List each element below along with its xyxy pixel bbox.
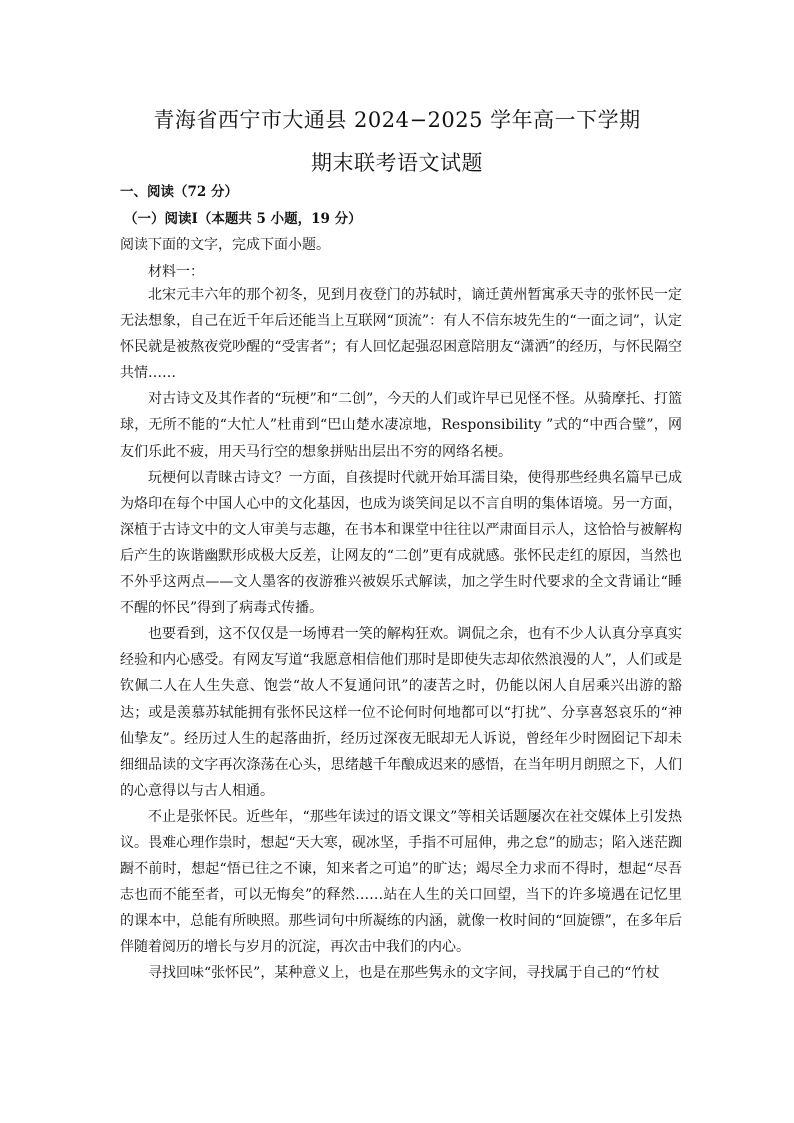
section-heading: 一、阅读（72 分） [120, 184, 238, 200]
passage-body [120, 282, 682, 987]
paragraph: 寻找回味“张怀民”，某种意义上，也是在那些隽永的文字间，寻找属于自己的“竹杖 [148, 965, 660, 982]
paragraph: 也要看到，这不仅仅是一场博君一笑的解构狂欢。调侃之余，也有不少人认真分享真实经验和内心感受。有网友写道“我愿意相信他们那时是即使失志却依然浪漫的人”，人们或是钦佩二人在人生失意、饱尝“故人不复通问讯”的凄苦之时，仍能以闲人自居乘兴出游的豁达；或是羡慕苏轼能拥有张怀民这样一位不论何时何地都可以“打扰”、分享喜怒哀乐的“神仙挚友”。经历过人生的起落曲折，经历过深夜无眠却无人诉说，曾经年少时囫囵记下却未细细品读的文字再次涤荡在心头，思绪越千年酿成迟来的感悟，在当年明月朗照之下，人们的心意得以与古人相通。 [120, 626, 682, 799]
paragraph: 北宋元丰六年的那个初冬，见到月夜登门的苏轼时，谪迁黄州暂寓承天寺的张怀民一定无法想象，自己在近千年后还能当上互联网“顶流”：有人不信东坡先生的“一面之词”，认定怀民就是被熬夜党吵醒的“受害者”；有人回忆起强忍困意陪朋友“潇洒”的经历，与怀民隔空共情…… [120, 287, 682, 382]
paragraph: 对古诗文及其作者的“玩梗”和“二创”，今天的人们或许早已见怪不怪。从骑摩托、打篮球，无所不能的“大忙人”杜甫到“巴山楚水凄凉地，Responsibility ”式的“中西合璧”，网友们乐此不疲，用天马行空的想象拼贴出层出不穷的网络名梗。 [120, 391, 682, 460]
paragraph: 玩梗何以青睐古诗文？一方面，自孩提时代就开始耳濡目染，使得那些经典名篇早已成为烙印在每个中国人心中的文化基因，也成为谈笑间足以不言自明的集体语境。另一方面，深植于古诗文中的文人审美与志趣，在书本和课堂中往往以严肃面目示人，这恰恰与被解构后产生的诙谐幽默形成极大反差，让网友的“二创”更有成就感。张怀民走红的原因，当然也不外乎这两点——文人墨客的夜游雅兴被娱乐式解读，加之学生时代要求的全文背诵让“睡不醒的怀民”得到了病毒式传播。 [120, 469, 682, 617]
material-label: 材料一： [148, 264, 204, 280]
paragraph: 不止是张怀民。近些年，“那些年读过的语文课文”等相关话题屡次在社交媒体上引发热议。畏难心理作祟时，想起“天大寒，砚冰坚，手指不可屈伸，弗之怠”的励志；陷入迷茫踟蹰不前时，想起“悟已往之不谏，知来者之可追”的旷达；竭尽全力求而不得时，想起“尽吾志也而不能至者，可以无悔矣”的释然……站在人生的关口回望，当下的许多境遇在记忆里的课本中，总能有所映照。那些词句中所凝练的内涵，就像一枚时间的“回旋镖”，在多年后伴随着阅历的增长与岁月的沉淀，再次击中我们的内心。 [120, 808, 682, 956]
instruction-text: 阅读下面的文字，完成下面小题。 [120, 237, 330, 253]
document-title-line2: 期末联考语文试题 [311, 151, 483, 175]
subsection-heading: （一）阅读Ⅰ（本题共 5 小题，19 分） [124, 211, 362, 227]
document-title-line1: 青海省西宁市大通县 2024−2025 学年高一下学期 [153, 108, 641, 132]
